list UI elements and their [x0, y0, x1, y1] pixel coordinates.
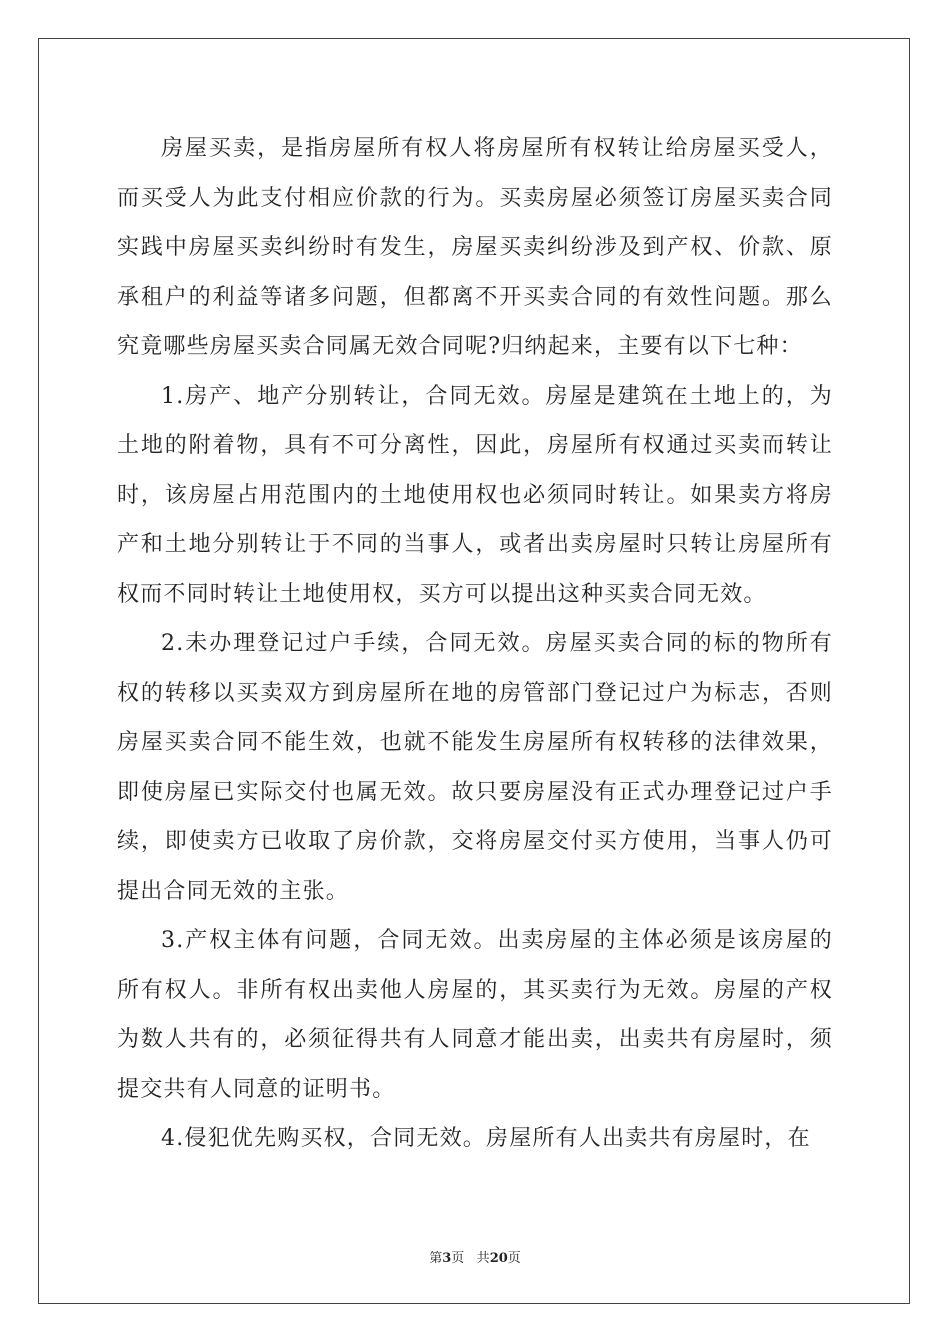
page-footer	[0, 1247, 950, 1266]
total-prefix: 共	[476, 1251, 490, 1266]
page-prefix: 第	[429, 1251, 443, 1266]
total-page-count: 20	[489, 1251, 508, 1266]
current-page-number: 3	[442, 1251, 452, 1266]
document-body	[117, 124, 833, 1164]
total-suffix: 页	[507, 1251, 521, 1266]
paragraph-item-4: 4.侵犯优先购买权，合同无效。房屋所有人出卖共有房屋时，在	[161, 1126, 811, 1151]
paragraph-item-1: 1.房产、地产分别转让，合同无效。房屋是建筑在土地上的，为土地的附着物，具有不可分离性，因此，房屋所有权通过买卖而转让时，该房屋占用范围内的土地使用权也必须同时转让。如果卖方将房产和土地分别转让于不同的当事人，或者出卖房屋时只转让房屋所有权而不同时转让土地使用权，买方可以提出这种买卖合同无效。	[117, 383, 833, 607]
page-suffix: 页	[451, 1251, 465, 1266]
paragraph-item-2: 2.未办理登记过户手续，合同无效。房屋买卖合同的标的物所有权的转移以买卖双方到房屋所在地的房管部门登记过户为标志，否则房屋买卖合同不能生效，也就不能发生房屋所有权转移的法律效果，即使房屋已实际交付也属无效。故只要房屋没有正式办理登记过户手续，即使卖方已收取了房价款，交将房屋交付买方使用，当事人仍可提出合同无效的主张。	[117, 631, 833, 904]
paragraph-item-3: 3.产权主体有问题，合同无效。出卖房屋的主体必须是该房屋的所有权人。非所有权出卖他人房屋的，其买卖行为无效。房屋的产权为数人共有的，必须征得共有人同意才能出卖，出卖共有房屋时，须提交共有人同意的证明书。	[117, 928, 833, 1102]
paragraph-intro: 房屋买卖，是指房屋所有权人将房屋所有权转让给房屋买受人，而买受人为此支付相应价款的行为。买卖房屋必须签订房屋买卖合同实践中房屋买卖纠纷时有发生，房屋买卖纠纷涉及到产权、价款、原承租户的利益等诸多问题，但都离不开买卖合同的有效性问题。那么究竟哪些房屋买卖合同属无效合同呢?归纳起来，主要有以下七种：	[117, 136, 833, 359]
